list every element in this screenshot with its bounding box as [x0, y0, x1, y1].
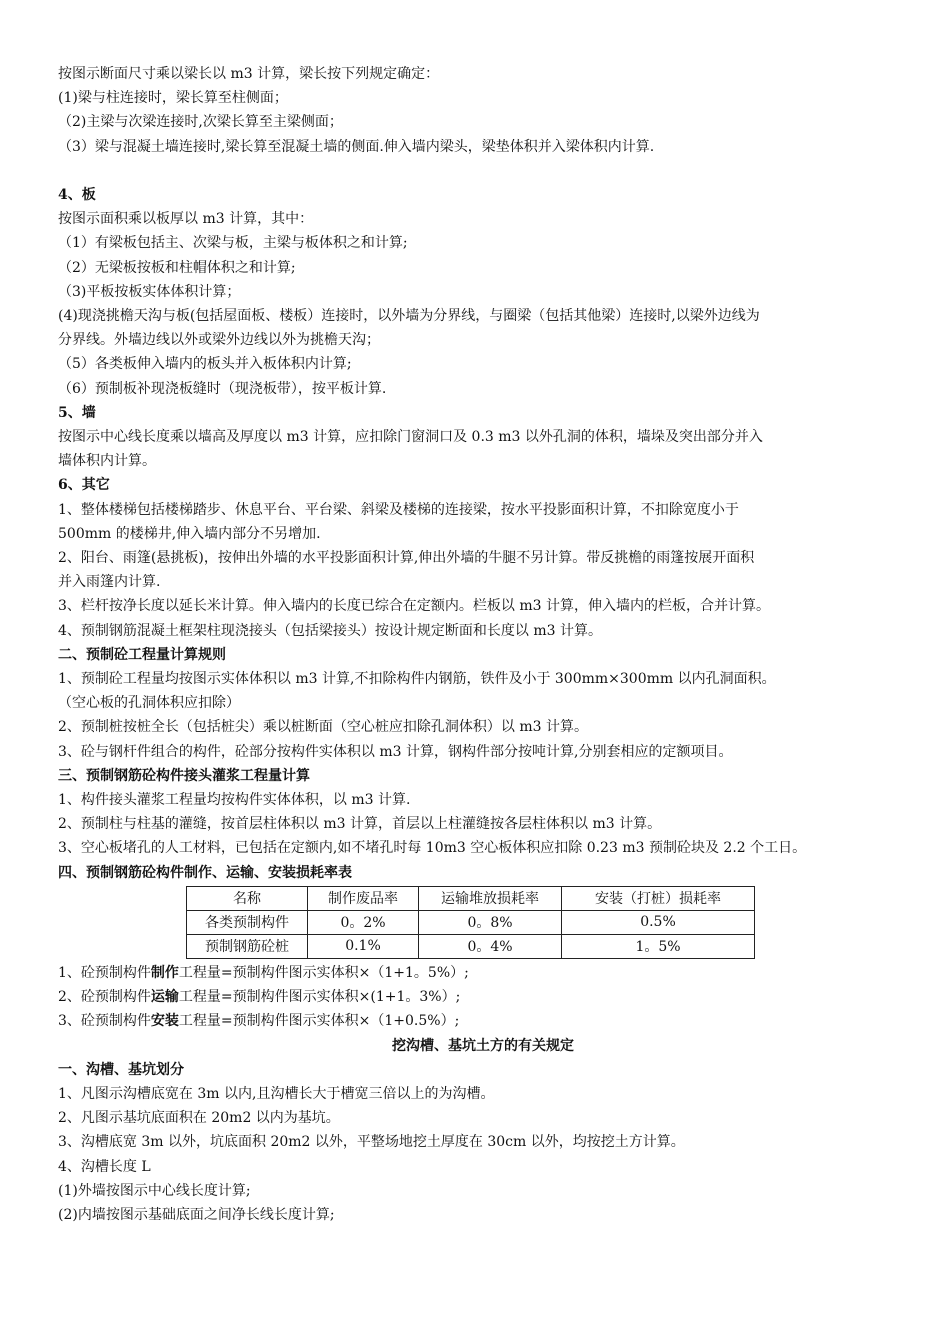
text-line: 并入雨篷内计算.	[58, 574, 161, 591]
section-heading-loss-rate: 四、预制钢筋砼构件制作、运输、安装损耗率表	[58, 864, 352, 881]
bold-term: 制作	[150, 964, 179, 981]
text-span: 2、砼预制构件	[58, 989, 151, 1006]
text-line: 500mm 的楼梯井,伸入墙内部分不另增加.	[58, 525, 321, 542]
text-line: 3、砼与钢杆件组合的构件，砼部分按构件实体积以 m3 计算，钢构件部分按吨计算,分别套相应的定额项目。	[58, 743, 733, 760]
section-heading-other: 6、其它	[58, 477, 110, 494]
text-line: 4、预制钢筋混凝土框架柱现浇接头（包括梁接头）按设计规定断面和长度以 m3 计算。	[58, 622, 602, 639]
table-row	[187, 934, 755, 958]
table-cell: 预制钢筋砼桩	[187, 934, 308, 958]
table-header-row	[187, 886, 755, 910]
table-header-cell: 名称	[187, 886, 308, 910]
table-cell: 0。2%	[308, 910, 419, 934]
text-line: 2、预制柱与柱基的灌缝，按首层柱体积以 m3 计算，首层以上柱灌缝按各层柱体积以 m3 计算。	[58, 816, 662, 833]
text-line: （3）梁与混凝土墙连接时,梁长算至混凝土墙的侧面.伸入墙内梁头，梁垫体积并入梁体积内计算.	[58, 138, 655, 155]
bold-term: 运输	[150, 989, 179, 1006]
text-line: 墙体积内计算。	[58, 453, 156, 470]
spacer	[58, 159, 908, 183]
section-heading-trench: 一、沟槽、基坑划分	[58, 1061, 184, 1078]
text-line: (4)现浇挑檐天沟与板(包括屋面板、楼板）连接时，以外墙为分界线，与圈梁（包括其他梁）连接时,以梁外边线为	[58, 308, 760, 325]
text-line: 按图示中心线长度乘以墙高及厚度以 m3 计算，应扣除门窗洞口及 0.3 m3 以外孔洞的体积，墙垛及突出部分并入	[58, 429, 763, 446]
text-line: 3、沟槽底宽 3m 以外，坑底面积 20m2 以外，平整场地挖土厚度在 30cm 以外，均按挖土方计算。	[58, 1134, 685, 1151]
formula-line-production	[58, 961, 908, 985]
text-line: (1)梁与柱连接时，梁长算至柱侧面；	[58, 90, 288, 107]
table-header-cell: 安装（打桩）损耗率	[562, 886, 755, 910]
section-heading-precast: 二、预制砼工程量计算规则	[58, 646, 226, 663]
text-line: 3、空心板堵孔的人工材料，已包括在定额内,如不堵孔时每 10m3 空心板体积应扣除 0.23 m3 预制砼块及 2.2 个工日。	[58, 840, 807, 857]
section-heading-slab: 4、板	[58, 187, 96, 203]
text-line: 3、栏杆按净长度以延长米计算。伸入墙内的长度已综合在定额内。栏板以 m3 计算，伸入墙内的栏板，合并计算。	[58, 598, 770, 615]
text-line: （空心板的孔洞体积应扣除）	[58, 695, 240, 712]
formula-line-install	[58, 1009, 908, 1033]
text-line: （1）有梁板包括主、次梁与板，主梁与板体积之和计算;	[58, 235, 408, 252]
text-span: 工程量=预制构件图示实体积×(1+1。3%）;	[178, 989, 461, 1006]
table-cell: 0.5%	[562, 910, 755, 934]
text-line: （2）无梁板按板和柱帽体积之和计算;	[58, 259, 296, 276]
text-line: 按图示断面尺寸乘以梁长以 m3 计算，梁长按下列规定确定：	[58, 66, 440, 82]
text-span: 3、砼预制构件	[58, 1013, 151, 1030]
table-cell: 0。8%	[419, 910, 562, 934]
text-span: 工程量=预制构件图示实体积×（1+0.5%）;	[178, 1013, 460, 1030]
text-line: (2)内墙按图示基础底面之间净长线长度计算;	[58, 1206, 335, 1223]
section-heading-wall: 5、墙	[58, 404, 96, 421]
text-line: 4、沟槽长度 L	[58, 1158, 151, 1175]
section-title-excavation: 挖沟槽、基坑土方的有关规定	[392, 1037, 574, 1054]
table-cell: 1。5%	[562, 934, 755, 958]
text-line: 1、构件接头灌浆工程量均按构件实体体积，以 m3 计算.	[58, 792, 411, 809]
table-row	[187, 910, 755, 934]
text-line: 2、凡图示基坑底面积在 20m2 以内为基坑。	[58, 1110, 340, 1127]
formula-line-transport	[58, 985, 908, 1009]
text-line: 2、预制桩按桩全长（包括桩尖）乘以桩断面（空心桩应扣除孔洞体积）以 m3 计算。	[58, 719, 588, 736]
table-header-cell: 运输堆放损耗率	[419, 886, 562, 910]
table-cell: 各类预制构件	[187, 910, 308, 934]
text-line: （3)平板按板实体体积计算；	[58, 283, 241, 300]
text-line: 按图示面积乘以板厚以 m3 计算，其中：	[58, 211, 314, 228]
text-line: 2、阳台、雨篷(悬挑板)，按伸出外墙的水平投影面积计算,伸出外墙的牛腿不另计算。带反挑檐的雨篷按展开面积	[58, 550, 755, 567]
text-line: 1、预制砼工程量均按图示实体体积以 m3 计算,不扣除构件内钢筋，铁件及小于 300mm×300mm 以内孔洞面积。	[58, 671, 776, 688]
text-line: （2)主梁与次梁连接时,次梁长算至主梁侧面；	[58, 114, 343, 131]
text-line: （6）预制板补现浇板缝时（现浇板带），按平板计算.	[58, 380, 387, 397]
text-span: 工程量=预制构件图示实体积×（1+1。5%）;	[178, 964, 469, 981]
text-line: 1、整体楼梯包括楼梯踏步、休息平台、平台梁、斜梁及楼梯的连接梁，按水平投影面积计算，不扣除宽度小于	[58, 501, 739, 518]
text-line: 分界线。外墙边线以外或梁外边线以外为挑檐天沟；	[58, 332, 380, 349]
text-line: (1)外墙按图示中心线长度计算;	[58, 1182, 251, 1199]
text-span: 1、砼预制构件	[58, 964, 151, 981]
table-cell: 0.1%	[308, 934, 419, 958]
bold-term: 安装	[150, 1013, 179, 1030]
document-page	[58, 62, 908, 1227]
loss-rate-table	[186, 886, 755, 959]
table-cell: 0。4%	[419, 934, 562, 958]
text-line: 1、凡图示沟槽底宽在 3m 以内,且沟槽长大于槽宽三倍以上的为沟槽。	[58, 1085, 495, 1102]
table-header-cell: 制作废品率	[308, 886, 419, 910]
section-heading-grouting: 三、预制钢筋砼构件接头灌浆工程量计算	[58, 767, 310, 784]
text-line: （5）各类板伸入墙内的板头并入板体积内计算;	[58, 356, 352, 373]
